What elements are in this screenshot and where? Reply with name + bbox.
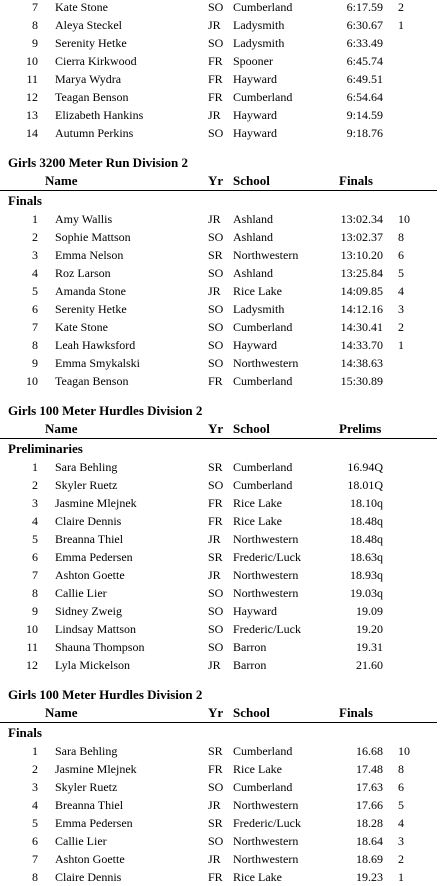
points-cell: 3 xyxy=(398,302,404,316)
result-row xyxy=(0,124,443,142)
year-cell: SO xyxy=(208,320,224,334)
school-name: Hayward xyxy=(233,338,277,352)
points-cell: 2 xyxy=(398,320,404,334)
year-cell: FR xyxy=(208,374,223,388)
school-name: Hayward xyxy=(233,72,277,86)
header-name: Name xyxy=(45,705,78,720)
header-mark: Prelims xyxy=(339,421,382,436)
athlete-name: Breanna Thiel xyxy=(55,798,124,812)
mark-cell: 19.20 xyxy=(356,622,383,636)
result-row xyxy=(0,210,443,228)
result-row xyxy=(0,512,443,530)
school-name: Northwestern xyxy=(233,834,299,848)
result-row xyxy=(0,16,443,34)
school-name: Barron xyxy=(233,658,267,672)
mark-cell: 13:02.34 xyxy=(340,212,383,226)
mark-cell: 17.66 xyxy=(356,798,383,812)
school-name: Rice Lake xyxy=(233,762,282,776)
points-cell: 6 xyxy=(398,780,404,794)
athlete-name: Kate Stone xyxy=(55,320,108,334)
result-row xyxy=(0,494,443,512)
school-name: Ashland xyxy=(233,230,273,244)
result-row xyxy=(0,760,443,778)
mark-cell: 9:18.76 xyxy=(346,126,383,140)
mark-cell: 14:30.41 xyxy=(340,320,383,334)
year-cell: FR xyxy=(208,496,223,510)
header-school: School xyxy=(233,705,270,720)
place-cell: 10 xyxy=(26,374,38,388)
athlete-name: Shauna Thompson xyxy=(55,640,145,654)
year-cell: SO xyxy=(208,604,224,618)
mark-cell: 9:14.59 xyxy=(346,108,383,122)
result-row xyxy=(0,814,443,832)
header-yr: Yr xyxy=(208,421,224,436)
athlete-name: Ashton Goette xyxy=(55,568,125,582)
place-cell: 2 xyxy=(32,230,38,244)
column-header xyxy=(0,420,437,439)
points-cell: 6 xyxy=(398,248,404,262)
mark-cell: 18.48q xyxy=(350,532,383,546)
mark-cell: 17.48 xyxy=(356,762,383,776)
year-cell: SO xyxy=(208,266,224,280)
athlete-name: Lyla Mickelson xyxy=(55,658,130,672)
year-cell: SO xyxy=(208,356,224,370)
place-cell: 8 xyxy=(32,18,38,32)
school-name: Hayward xyxy=(233,604,277,618)
athlete-name: Autumn Perkins xyxy=(55,126,134,140)
mark-cell: 15:30.89 xyxy=(340,374,383,388)
result-row xyxy=(0,620,443,638)
mark-cell: 19.03q xyxy=(350,586,383,600)
points-cell: 4 xyxy=(398,816,404,830)
athlete-name: Emma Nelson xyxy=(55,248,124,262)
school-name: Cumberland xyxy=(233,780,293,794)
athlete-name: Amanda Stone xyxy=(55,284,126,298)
year-cell: FR xyxy=(208,90,223,104)
place-cell: 9 xyxy=(32,36,38,50)
athlete-name: Callie Lier xyxy=(55,586,107,600)
result-row xyxy=(0,530,443,548)
school-name: Cumberland xyxy=(233,0,293,14)
result-row xyxy=(0,246,443,264)
mark-cell: 19.09 xyxy=(356,604,383,618)
athlete-name: Kate Stone xyxy=(55,0,108,14)
result-row xyxy=(0,656,443,674)
result-row xyxy=(0,868,443,886)
mark-cell: 18.69 xyxy=(356,852,383,866)
athlete-name: Sophie Mattson xyxy=(55,230,131,244)
points-cell: 5 xyxy=(398,266,404,280)
mark-cell: 14:12.16 xyxy=(340,302,383,316)
year-cell: SO xyxy=(208,834,224,848)
header-mark: Finals xyxy=(339,173,373,188)
place-cell: 1 xyxy=(32,744,38,758)
athlete-name: Sidney Zweig xyxy=(55,604,122,618)
place-cell: 1 xyxy=(32,212,38,226)
place-cell: 1 xyxy=(32,460,38,474)
header-mark: Finals xyxy=(339,705,373,720)
place-cell: 7 xyxy=(32,320,38,334)
place-cell: 7 xyxy=(32,568,38,582)
year-cell: SO xyxy=(208,126,224,140)
event-title: Girls 100 Meter Hurdles Division 2 xyxy=(8,403,203,418)
mark-cell: 17.63 xyxy=(356,780,383,794)
round-label: Finals xyxy=(8,193,42,208)
school-name: Rice Lake xyxy=(233,870,282,884)
athlete-name: Teagan Benson xyxy=(55,374,129,388)
result-row xyxy=(0,548,443,566)
mark-cell: 6:49.51 xyxy=(346,72,383,86)
year-cell: JR xyxy=(208,568,221,582)
place-cell: 14 xyxy=(26,126,38,140)
mark-cell: 18.01Q xyxy=(347,478,383,492)
athlete-name: Marya Wydra xyxy=(55,72,122,86)
school-name: Rice Lake xyxy=(233,284,282,298)
mark-cell: 13:25.84 xyxy=(340,266,383,280)
year-cell: SO xyxy=(208,622,224,636)
place-cell: 10 xyxy=(26,54,38,68)
school-name: Rice Lake xyxy=(233,514,282,528)
mark-cell: 6:33.49 xyxy=(346,36,383,50)
round-label: Finals xyxy=(8,725,42,740)
year-cell: SO xyxy=(208,780,224,794)
result-row xyxy=(0,742,443,760)
athlete-name: Emma Pedersen xyxy=(55,550,133,564)
result-row xyxy=(0,354,443,372)
result-row xyxy=(0,34,443,52)
year-cell: JR xyxy=(208,852,221,866)
place-cell: 12 xyxy=(26,90,38,104)
mark-cell: 14:09.85 xyxy=(340,284,383,298)
athlete-name: Claire Dennis xyxy=(55,870,122,884)
year-cell: SO xyxy=(208,586,224,600)
athlete-name: Elizabeth Hankins xyxy=(55,108,144,122)
mark-cell: 13:02.37 xyxy=(340,230,383,244)
place-cell: 6 xyxy=(32,834,38,848)
place-cell: 12 xyxy=(26,658,38,672)
mark-cell: 6:30.67 xyxy=(346,18,383,32)
place-cell: 8 xyxy=(32,870,38,884)
school-name: Frederic/Luck xyxy=(233,622,301,636)
year-cell: FR xyxy=(208,762,223,776)
year-cell: SO xyxy=(208,230,224,244)
points-cell: 3 xyxy=(398,834,404,848)
athlete-name: Skyler Ruetz xyxy=(55,478,118,492)
athlete-name: Roz Larson xyxy=(55,266,111,280)
place-cell: 3 xyxy=(32,780,38,794)
year-cell: SO xyxy=(208,302,224,316)
mark-cell: 18.64 xyxy=(356,834,383,848)
year-cell: JR xyxy=(208,18,221,32)
athlete-name: Ashton Goette xyxy=(55,852,125,866)
result-row xyxy=(0,778,443,796)
year-cell: SR xyxy=(208,744,223,758)
result-row xyxy=(0,264,443,282)
school-name: Cumberland xyxy=(233,374,293,388)
header-name: Name xyxy=(45,173,78,188)
year-cell: SO xyxy=(208,36,224,50)
mark-cell: 21.60 xyxy=(356,658,383,672)
place-cell: 5 xyxy=(32,816,38,830)
school-name: Cumberland xyxy=(233,478,293,492)
athlete-name: Sara Behling xyxy=(55,460,118,474)
mark-cell: 6:54.64 xyxy=(346,90,383,104)
result-row xyxy=(0,300,443,318)
athlete-name: Claire Dennis xyxy=(55,514,122,528)
mark-cell: 18.28 xyxy=(356,816,383,830)
school-name: Rice Lake xyxy=(233,496,282,510)
header-yr: Yr xyxy=(208,173,224,188)
school-name: Ladysmith xyxy=(233,18,285,32)
place-cell: 8 xyxy=(32,338,38,352)
result-row xyxy=(0,566,443,584)
year-cell: SR xyxy=(208,460,223,474)
year-cell: SR xyxy=(208,248,223,262)
year-cell: SO xyxy=(208,640,224,654)
mark-cell: 13:10.20 xyxy=(340,248,383,262)
school-name: Barron xyxy=(233,640,267,654)
result-row xyxy=(0,638,443,656)
athlete-name: Lindsay Mattson xyxy=(55,622,136,636)
points-cell: 1 xyxy=(398,338,404,352)
place-cell: 2 xyxy=(32,478,38,492)
athlete-name: Breanna Thiel xyxy=(55,532,124,546)
school-name: Northwestern xyxy=(233,532,299,546)
athlete-name: Emma Smykalski xyxy=(55,356,140,370)
place-cell: 5 xyxy=(32,284,38,298)
result-row xyxy=(0,602,443,620)
year-cell: JR xyxy=(208,284,221,298)
mark-cell: 6:17.59 xyxy=(346,0,383,14)
athlete-name: Aleya Steckel xyxy=(55,18,122,32)
place-cell: 7 xyxy=(32,0,38,14)
place-cell: 4 xyxy=(32,266,38,280)
result-row xyxy=(0,458,443,476)
result-row xyxy=(0,88,443,106)
athlete-name: Sara Behling xyxy=(55,744,118,758)
year-cell: SO xyxy=(208,478,224,492)
place-cell: 10 xyxy=(26,622,38,636)
year-cell: JR xyxy=(208,108,221,122)
result-row xyxy=(0,336,443,354)
result-row xyxy=(0,476,443,494)
school-name: Hayward xyxy=(233,108,277,122)
column-header xyxy=(0,172,437,191)
school-name: Northwestern xyxy=(233,586,299,600)
points-cell: 10 xyxy=(398,744,410,758)
result-row xyxy=(0,850,443,868)
year-cell: JR xyxy=(208,658,221,672)
athlete-name: Teagan Benson xyxy=(55,90,129,104)
header-name: Name xyxy=(45,421,78,436)
athlete-name: Jasmine Mlejnek xyxy=(55,762,137,776)
athlete-name: Amy Wallis xyxy=(55,212,113,226)
mark-cell: 18.63q xyxy=(350,550,383,564)
school-name: Cumberland xyxy=(233,320,293,334)
athlete-name: Callie Lier xyxy=(55,834,107,848)
event-title: Girls 100 Meter Hurdles Division 2 xyxy=(8,687,203,702)
points-cell: 10 xyxy=(398,212,410,226)
athlete-name: Jasmine Mlejnek xyxy=(55,496,137,510)
header-yr: Yr xyxy=(208,705,224,720)
points-cell: 2 xyxy=(398,852,404,866)
place-cell: 11 xyxy=(26,640,38,654)
result-row xyxy=(0,70,443,88)
mark-cell: 16.68 xyxy=(356,744,383,758)
points-cell: 8 xyxy=(398,230,404,244)
year-cell: SO xyxy=(208,338,224,352)
school-name: Spooner xyxy=(233,54,273,68)
year-cell: JR xyxy=(208,798,221,812)
header-school: School xyxy=(233,421,270,436)
school-name: Cumberland xyxy=(233,90,293,104)
school-name: Northwestern xyxy=(233,798,299,812)
points-cell: 2 xyxy=(398,0,404,14)
points-cell: 5 xyxy=(398,798,404,812)
place-cell: 2 xyxy=(32,762,38,776)
year-cell: SR xyxy=(208,816,223,830)
place-cell: 13 xyxy=(26,108,38,122)
result-row xyxy=(0,282,443,300)
year-cell: FR xyxy=(208,54,223,68)
result-row xyxy=(0,584,443,602)
school-name: Northwestern xyxy=(233,356,299,370)
mark-cell: 18.10q xyxy=(350,496,383,510)
school-name: Ashland xyxy=(233,266,273,280)
school-name: Frederic/Luck xyxy=(233,550,301,564)
year-cell: JR xyxy=(208,212,221,226)
points-cell: 4 xyxy=(398,284,404,298)
place-cell: 7 xyxy=(32,852,38,866)
place-cell: 5 xyxy=(32,532,38,546)
result-row xyxy=(0,106,443,124)
round-label: Preliminaries xyxy=(8,441,83,456)
result-row xyxy=(0,796,443,814)
mark-cell: 16.94Q xyxy=(347,460,383,474)
year-cell: FR xyxy=(208,72,223,86)
place-cell: 6 xyxy=(32,550,38,564)
mark-cell: 6:45.74 xyxy=(346,54,383,68)
result-row xyxy=(0,0,443,16)
athlete-name: Serenity Hetke xyxy=(55,36,127,50)
year-cell: JR xyxy=(208,532,221,546)
mark-cell: 18.93q xyxy=(350,568,383,582)
place-cell: 3 xyxy=(32,248,38,262)
result-row xyxy=(0,372,443,390)
year-cell: FR xyxy=(208,514,223,528)
mark-cell: 14:33.70 xyxy=(340,338,383,352)
place-cell: 6 xyxy=(32,302,38,316)
place-cell: 11 xyxy=(26,72,38,86)
points-cell: 8 xyxy=(398,762,404,776)
place-cell: 4 xyxy=(32,798,38,812)
points-cell: 1 xyxy=(398,870,404,884)
mark-cell: 14:38.63 xyxy=(340,356,383,370)
athlete-name: Cierra Kirkwood xyxy=(55,54,137,68)
place-cell: 3 xyxy=(32,496,38,510)
school-name: Northwestern xyxy=(233,248,299,262)
mark-cell: 18.48q xyxy=(350,514,383,528)
result-row xyxy=(0,318,443,336)
school-name: Northwestern xyxy=(233,568,299,582)
points-cell: 1 xyxy=(398,18,404,32)
mark-cell: 19.31 xyxy=(356,640,383,654)
year-cell: SR xyxy=(208,550,223,564)
athlete-name: Serenity Hetke xyxy=(55,302,127,316)
school-name: Ashland xyxy=(233,212,273,226)
year-cell: FR xyxy=(208,870,223,884)
school-name: Northwestern xyxy=(233,852,299,866)
school-name: Frederic/Luck xyxy=(233,816,301,830)
column-header xyxy=(0,704,437,723)
event-title: Girls 3200 Meter Run Division 2 xyxy=(8,155,188,170)
school-name: Ladysmith xyxy=(233,302,285,316)
result-row xyxy=(0,832,443,850)
athlete-name: Emma Pedersen xyxy=(55,816,133,830)
school-name: Cumberland xyxy=(233,460,293,474)
place-cell: 9 xyxy=(32,604,38,618)
mark-cell: 19.23 xyxy=(356,870,383,884)
header-school: School xyxy=(233,173,270,188)
athlete-name: Leah Hawksford xyxy=(55,338,136,352)
result-row xyxy=(0,228,443,246)
result-row xyxy=(0,52,443,70)
athlete-name: Skyler Ruetz xyxy=(55,780,118,794)
place-cell: 4 xyxy=(32,514,38,528)
school-name: Hayward xyxy=(233,126,277,140)
school-name: Cumberland xyxy=(233,744,293,758)
place-cell: 8 xyxy=(32,586,38,600)
school-name: Ladysmith xyxy=(233,36,285,50)
place-cell: 9 xyxy=(32,356,38,370)
year-cell: SO xyxy=(208,0,224,14)
